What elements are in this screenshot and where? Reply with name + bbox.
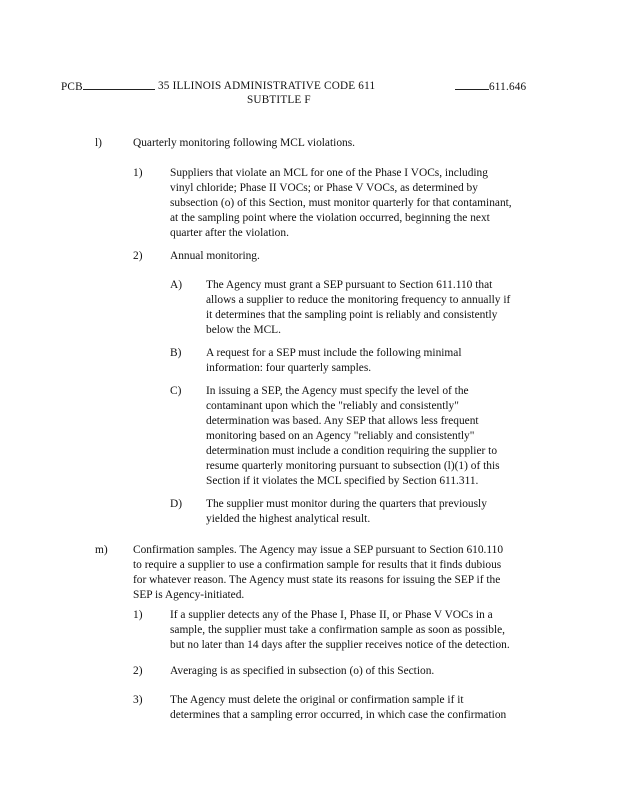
header-agency: PCB bbox=[61, 81, 83, 93]
section-l-item2-text: Annual monitoring. bbox=[170, 250, 260, 262]
section-l-item2-label: 2) bbox=[133, 250, 143, 262]
section-l-heading: Quarterly monitoring following MCL violations. bbox=[133, 137, 355, 149]
section-l-label: l) bbox=[95, 137, 102, 149]
section-m-item1-label: 1) bbox=[133, 609, 143, 621]
section-m-item3-label: 3) bbox=[133, 694, 143, 706]
section-l-item2-C-label: C) bbox=[170, 385, 182, 397]
section-l-item1-text: Suppliers that violate an MCL for one of the Phase I VOCs, including vinyl chloride; Phase II VOCs; or Phase V VOCs, as determined by subsection (o) of this Section, must monitor quarterly for that contaminant, at the sampling point where the violation occurred, beginning the next quarter after the violation. bbox=[170, 167, 512, 239]
header-section-blank bbox=[455, 79, 489, 90]
section-l-item2-B-label: B) bbox=[170, 347, 182, 359]
section-l-item2-D-label: D) bbox=[170, 498, 183, 510]
section-m-label: m) bbox=[95, 544, 108, 556]
section-m-item1-text: If a supplier detects any of the Phase I, Phase II, or Phase V VOCs in a sample, the supplier must take a confirmation sample as soon as possible, but no later than 14 days after the supplier receives notice of the detection. bbox=[170, 609, 510, 651]
section-l-item1-label: 1) bbox=[133, 167, 143, 179]
header-section-text: 611.646 bbox=[489, 81, 527, 93]
header-blank-line bbox=[83, 79, 155, 90]
section-m-item2-text: Averaging is as specified in subsection (o) of this Section. bbox=[170, 665, 435, 677]
section-l-item2-D-text: The supplier must monitor during the quarters that previously yielded the highest analytical result. bbox=[206, 498, 487, 525]
header-title: 35 ILLINOIS ADMINISTRATIVE CODE 611 bbox=[158, 80, 376, 92]
section-m-heading: Confirmation samples. The Agency may issue a SEP pursuant to Section 610.110 to require a supplier to use a confirmation sample for results that it finds dubious for whatever reason. The Agency must state its reasons for issuing the SEP if the SEP is Agency-initiated. bbox=[133, 544, 504, 601]
header-subtitle: SUBTITLE F bbox=[247, 94, 311, 106]
section-l-item2-A-text: The Agency must grant a SEP pursuant to Section 611.110 that allows a supplier to reduce the monitoring frequency to annually if it determines that the sampling point is reliably and consistently below the MCL. bbox=[206, 279, 511, 336]
header-section-number bbox=[455, 79, 526, 94]
header-left bbox=[61, 79, 155, 94]
section-m-item2-label: 2) bbox=[133, 665, 143, 677]
section-l-item2-A-label: A) bbox=[170, 279, 183, 291]
section-l-item2-C-text: In issuing a SEP, the Agency must specify the level of the contaminant upon which the "reliably and consistently" determination was based. Any SEP that allows less frequent monitoring based on an Agency "reliably and consistently" determination must include a condition requiring the supplier to resume quarterly monitoring pursuant to subsection (l)(1) of this Section if it violates the MCL specified by Section 611.311. bbox=[206, 385, 500, 487]
section-l-item2-B-text: A request for a SEP must include the following minimal information: four quarterly samples. bbox=[206, 347, 462, 374]
section-m-item3-text: The Agency must delete the original or confirmation sample if it determines that a sampling error occurred, in which case the confirmation bbox=[170, 694, 507, 721]
